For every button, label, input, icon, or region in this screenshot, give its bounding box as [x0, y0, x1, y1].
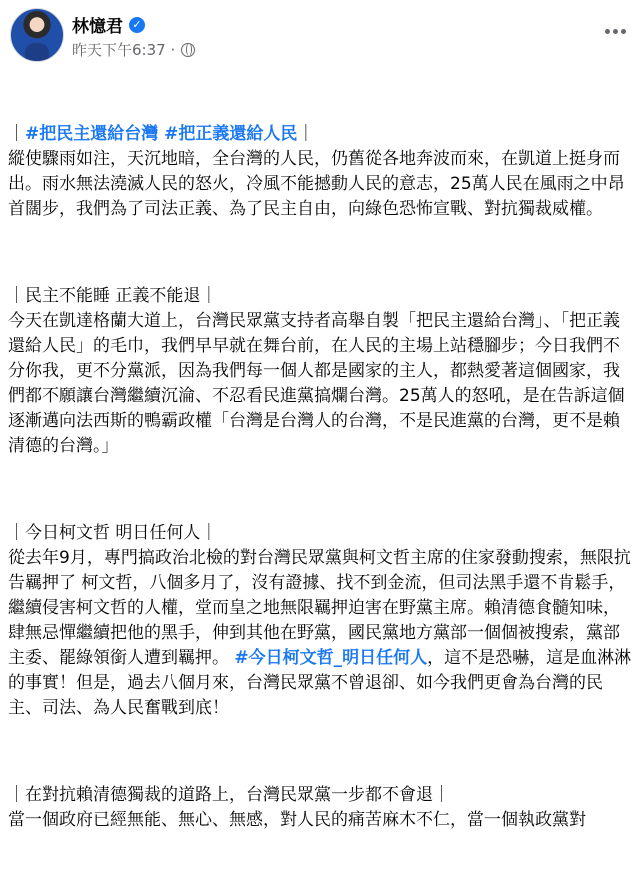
avatar[interactable]: [10, 8, 64, 62]
author-name[interactable]: 林憶君: [72, 17, 123, 37]
paragraph-2: [8, 284, 634, 459]
paragraph-text: ，這不是恐嚇，這是血淋淋的事實！但是，過去八個月來，台灣民眾黨不曾退卻、如今我們更會為台灣的民主、司法、為人民奮戰到底！: [8, 648, 632, 718]
globe-icon: [181, 43, 195, 57]
paragraph-text: 從去年9月，專門搞政治北檢的對台灣民眾黨與柯文哲主席的住家發動搜索，無限抗告羈押了 柯文哲，八個多月了，沒有證據、找不到金流，但司法黑手還不肯鬆手，繼續侵害柯文哲的人權，堂而皇之地無限羈押迫害在野黨主席。賴清德食髓知味，肆無忌憚繼續把他的黑手，伸到其他在野黨，國民黨地方黨部一個個被搜索，黨部主委、罷綠領銜人遭到羈押。: [8, 548, 631, 668]
more-options-button[interactable]: [600, 20, 630, 42]
paragraph-3: [8, 521, 634, 721]
section-heading: ｜民主不能睡 正義不能退｜: [8, 286, 218, 306]
post-header: [0, 0, 640, 80]
more-icon: [605, 29, 610, 34]
paragraph-4: [8, 783, 634, 833]
paragraph-text: 今天在凱達格蘭大道上，台灣民眾黨支持者高舉自製「把民主還給台灣」、「把正義還給人民」的毛巾，我們早早就在舞台前，在人民的主場上站穩腳步；今日我們不分你我，更不分黨派，因為我們每一個人都是國家的主人，都熱愛著這個國家，我們都不願讓台灣繼續沉淪、不忍看民進黨搞爛台灣。25萬人的怒吼，是在告訴這個逐漸邁向法西斯的鴨霸政權「台灣是台灣人的台灣，不是民進黨的台灣，更不是賴清德的台灣。」: [8, 311, 625, 456]
section-heading: ｜今日柯文哲 明日任何人｜: [8, 523, 218, 543]
post-content: [8, 72, 634, 870]
section-heading: ｜在對抗賴清德獨裁的道路上，台灣民眾黨一步都不會退｜: [8, 785, 450, 805]
paragraph-1: ｜#把民主還給台灣 #把正義還給人民｜ 縱使驟雨如注，天沉地暗，全台灣的人民，仍舊從各地奔波而來，在凱道上挺身而出。雨水無法澆滅人民的怒火，冷風不能撼動人民的意志，25萬人民在風雨之中昂首闊步，我們為了司法正義、為了民主自由，向綠色恐怖宣戰、對抗獨裁威權。: [8, 124, 625, 219]
hashtag-link[interactable]: #今日柯文哲_明日任何人: [234, 648, 428, 668]
author-row: [72, 12, 145, 37]
hashtag-link[interactable]: #把民主還給台灣 #把正義還給人民: [25, 124, 298, 144]
verified-badge-icon: ✓: [129, 17, 145, 33]
paragraph-text: 當一個政府已經無能、無心、無感，對人民的痛苦麻木不仁，當一個執政黨對: [8, 810, 586, 830]
paragraph-text: 縱使驟雨如注，天沉地暗，全台灣的人民，仍舊從各地奔波而來，在凱道上挺身而出。雨水無法澆滅人民的怒火，冷風不能撼動人民的意志，25萬人民在風雨之中昂首闊步，我們為了司法正義、為了民主自由，向綠色恐怖宣戰、對抗獨裁威權。: [8, 149, 625, 219]
post-timestamp[interactable]: 昨天下午6:37 ·: [72, 41, 176, 59]
post-meta: [72, 39, 195, 60]
